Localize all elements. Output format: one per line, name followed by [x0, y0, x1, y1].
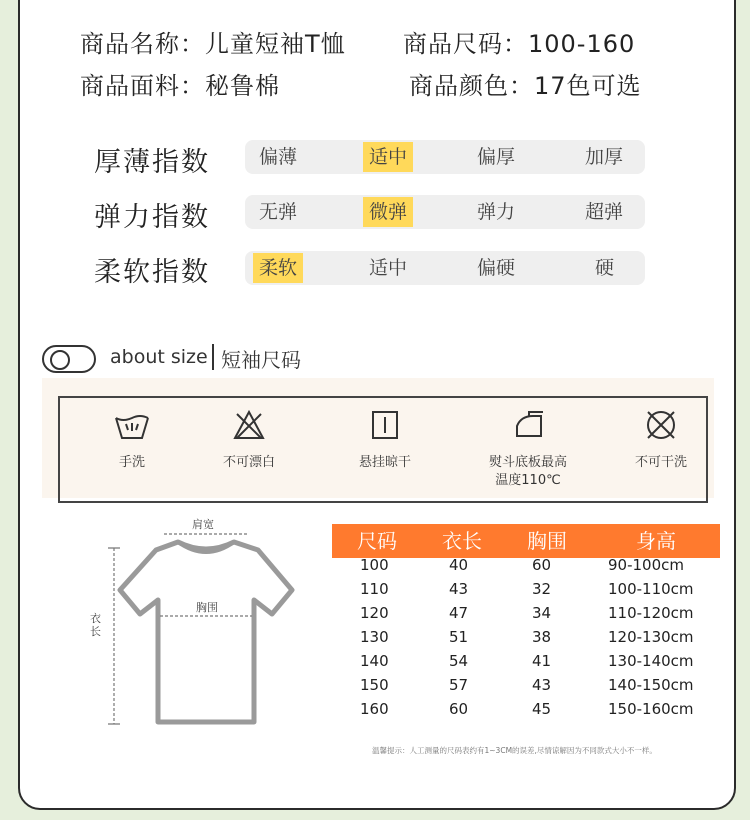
table-cell: 40 [449, 556, 469, 574]
table-cell: 51 [449, 628, 469, 646]
care-label-iron: 熨斗底板最高温度110℃ [488, 455, 567, 488]
tshirt-diagram-icon [86, 512, 326, 762]
table-cell: 90-100cm [608, 556, 684, 574]
chest-label: 胸围 [196, 601, 218, 614]
product-size-range: 商品尺码：100-160 [403, 30, 636, 58]
header-size: 尺码 [357, 529, 397, 553]
care-label-no-bleach: 不可漂白 [222, 455, 275, 470]
length-label: 衣长 [90, 612, 101, 638]
elasticity-index-label: 弹力指数 [94, 202, 210, 233]
table-cell: 120-130cm [608, 628, 694, 646]
divider [212, 344, 214, 370]
product-color: 商品颜色：17色可选 [409, 72, 642, 100]
table-cell: 38 [532, 628, 552, 646]
table-cell: 110-120cm [608, 604, 694, 622]
care-instructions [58, 396, 708, 503]
table-cell: 130-140cm [608, 652, 694, 670]
table-cell: 140-150cm [608, 676, 694, 694]
table-cell: 110 [360, 580, 389, 598]
softness-index-bar [245, 251, 645, 285]
size-section-title: 短袖尺码 [221, 348, 301, 372]
elasticity-option-elastic: 弹力 [477, 201, 516, 223]
table-cell: 45 [532, 700, 552, 718]
care-no-bleach [199, 398, 299, 472]
elasticity-option-slight: 微弹 [363, 197, 413, 227]
table-cell: 100-110cm [608, 580, 694, 598]
care-hand-wash [82, 398, 182, 472]
care-label-hang-dry: 悬挂晾干 [358, 455, 411, 470]
softness-index-label: 柔软指数 [94, 257, 210, 288]
softness-option-hard: 硬 [595, 257, 615, 279]
table-cell: 150 [360, 676, 389, 694]
care-no-dry-clean [611, 398, 711, 472]
table-cell: 43 [449, 580, 469, 598]
hang-dry-icon [335, 398, 435, 450]
table-cell: 54 [449, 652, 469, 670]
table-cell: 60 [532, 556, 552, 574]
thickness-option-medium: 适中 [363, 142, 413, 172]
table-cell: 150-160cm [608, 700, 694, 718]
toggle-icon [42, 345, 96, 373]
thickness-option-thick: 偏厚 [477, 146, 516, 168]
elasticity-index-bar [245, 195, 645, 229]
care-label-no-dry-clean: 不可干洗 [634, 455, 687, 470]
about-size-label: about size [110, 346, 208, 368]
product-name: 商品名称：儿童短袖T恤 [80, 30, 346, 58]
table-cell: 47 [449, 604, 469, 622]
softness-option-stiff: 偏硬 [477, 257, 516, 279]
thickness-index-bar [245, 140, 645, 174]
thickness-option-thin: 偏薄 [259, 146, 298, 168]
no-bleach-icon [199, 398, 299, 450]
table-cell: 57 [449, 676, 469, 694]
hand-wash-icon [82, 398, 182, 450]
size-table-header [332, 524, 720, 558]
elasticity-option-none: 无弹 [259, 201, 298, 223]
table-cell: 140 [360, 652, 389, 670]
header-height: 身高 [636, 529, 676, 553]
softness-option-medium: 适中 [369, 257, 408, 279]
table-cell: 160 [360, 700, 389, 718]
table-cell: 130 [360, 628, 389, 646]
care-hang-dry [335, 398, 435, 472]
care-label-hand-wash: 手洗 [118, 455, 145, 470]
header-chest: 胸围 [527, 529, 567, 553]
thickness-option-extra-thick: 加厚 [585, 146, 624, 168]
thickness-index-label: 厚薄指数 [94, 147, 210, 178]
product-detail-card [18, 0, 736, 810]
shoulder-label: 肩宽 [192, 518, 214, 531]
header-length: 衣长 [442, 529, 482, 553]
product-fabric: 商品面料：秘鲁棉 [80, 72, 280, 100]
elasticity-option-super: 超弹 [585, 201, 624, 223]
table-cell: 41 [532, 652, 552, 670]
size-note: 温馨提示：人工测量的尺码表约有1~3CM的误差,尽情谅解因为不同款式大小不一样。 [372, 746, 657, 755]
softness-option-soft: 柔软 [253, 253, 303, 283]
table-cell: 43 [532, 676, 552, 694]
table-cell: 32 [532, 580, 552, 598]
table-cell: 34 [532, 604, 552, 622]
care-iron [473, 398, 583, 490]
no-dry-clean-icon [611, 398, 711, 450]
iron-icon [473, 398, 583, 450]
table-cell: 60 [449, 700, 469, 718]
table-cell: 120 [360, 604, 389, 622]
table-cell: 100 [360, 556, 389, 574]
